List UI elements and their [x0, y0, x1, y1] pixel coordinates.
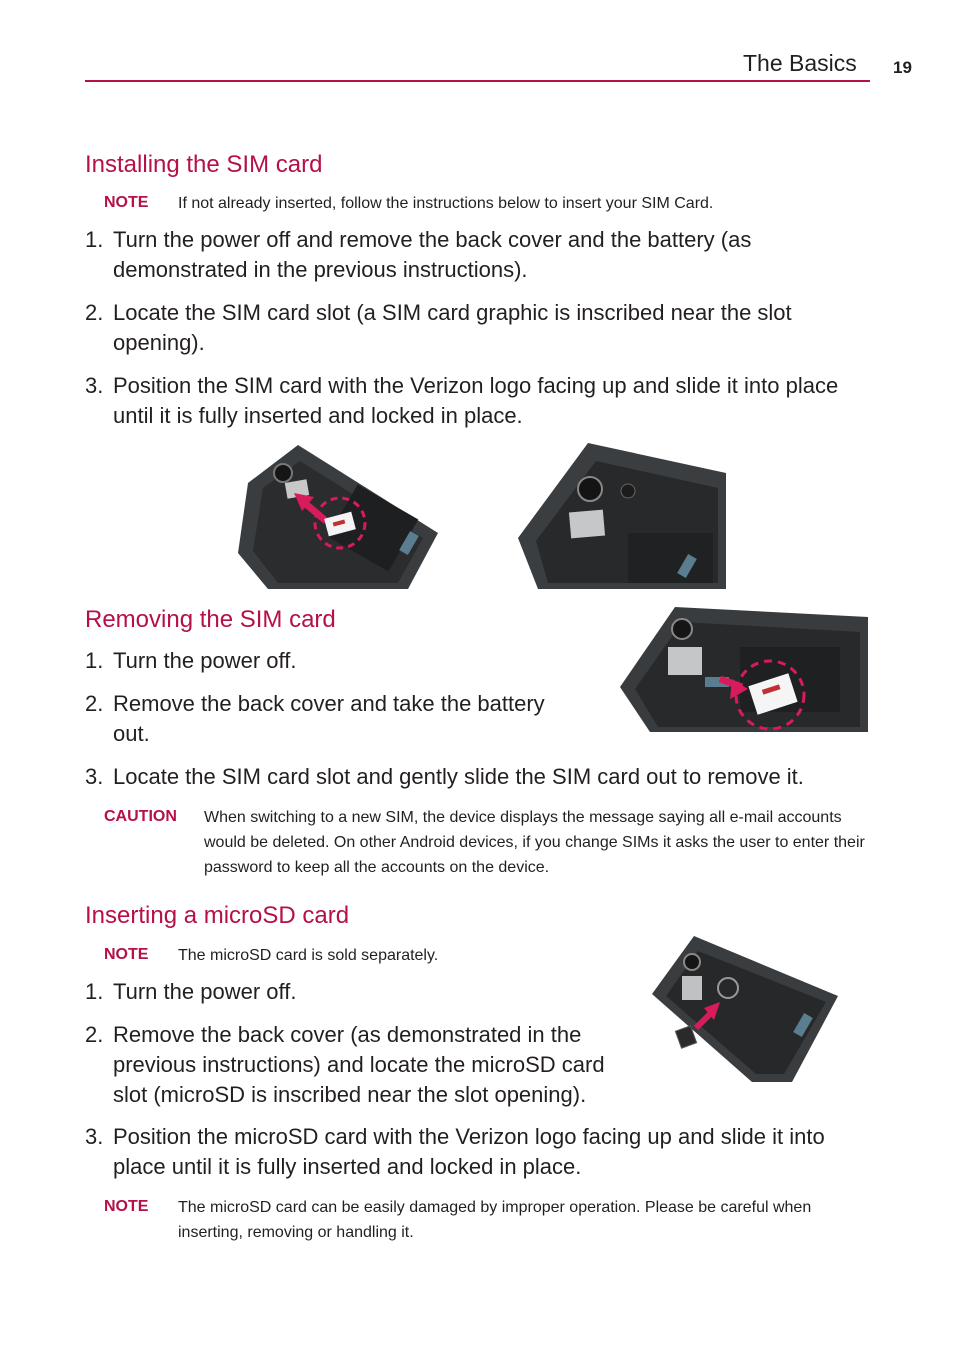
step-number: 2. — [85, 1022, 104, 1047]
list-item — [85, 1020, 645, 1115]
note-label: NOTE — [104, 1198, 149, 1215]
step-text: Turn the power off. — [113, 979, 297, 1004]
step-number: 2. — [85, 300, 104, 325]
sim-inserted-photo — [518, 443, 726, 589]
step-text: Turn the power off and remove the back cover and the battery (as demonstrated in the previous instructions). — [113, 227, 752, 282]
step-number: 1. — [85, 227, 104, 252]
sim-remove-photo — [620, 607, 868, 732]
step-text: Locate the SIM card slot and gently slide the SIM card out to remove it. — [113, 764, 804, 789]
step-text: Turn the power off. — [113, 648, 297, 673]
list-item — [85, 1122, 870, 1182]
note-text: If not already inserted, follow the instructions below to insert your SIM Card. — [178, 195, 714, 212]
list-item — [85, 371, 870, 431]
step-number: 3. — [85, 373, 104, 398]
step-text: Locate the SIM card slot (a SIM card graphic is inscribed near the slot opening). — [113, 300, 792, 355]
microsd-insert-photo — [652, 936, 838, 1082]
list-item — [85, 298, 870, 358]
step-number: 1. — [85, 648, 104, 673]
step-text: Remove the back cover (as demonstrated in the previous instructions) and locate the microSD card slot (microSD is inscribed near the slot opening). — [113, 1022, 605, 1107]
sim-insert-photo — [238, 443, 438, 589]
step-text: Position the microSD card with the Verizon logo facing up and slide it into place until it is fully inserted and locked in place. — [113, 1124, 825, 1179]
page-number: 19 — [893, 58, 912, 77]
step-text: Remove the back cover and take the battery out. — [113, 691, 545, 746]
caution-label: CAUTION — [104, 808, 177, 825]
caution-text: When switching to a new SIM, the device displays the message saying all e-mail accounts would be deleted. On other Android devices, if you change SIMs it asks the user to enter their password to keep all the accounts on the device. — [204, 809, 865, 876]
note-text: The microSD card is sold separately. — [178, 947, 439, 964]
note-text: The microSD card can be easily damaged by improper operation. Please be careful when inserting, removing or handling it. — [178, 1199, 812, 1241]
section-title: The Basics — [743, 50, 857, 76]
heading-removing-sim: Removing the SIM card — [85, 606, 336, 633]
step-number: 3. — [85, 1124, 104, 1149]
note-label: NOTE — [104, 946, 149, 963]
step-number: 3. — [85, 764, 104, 789]
list-item — [85, 762, 870, 794]
heading-inserting-microsd: Inserting a microSD card — [85, 902, 350, 929]
header-rule — [85, 80, 870, 82]
step-text: Position the SIM card with the Verizon logo facing up and slide it into place until it is fully inserted and locked in place. — [113, 373, 839, 428]
list-item — [85, 646, 585, 678]
heading-installing-sim: Installing the SIM card — [85, 151, 323, 178]
list-item — [85, 225, 870, 285]
note-label: NOTE — [104, 194, 149, 211]
step-number: 2. — [85, 691, 104, 716]
list-item — [85, 977, 645, 1009]
list-item — [85, 689, 585, 749]
step-number: 1. — [85, 979, 104, 1004]
